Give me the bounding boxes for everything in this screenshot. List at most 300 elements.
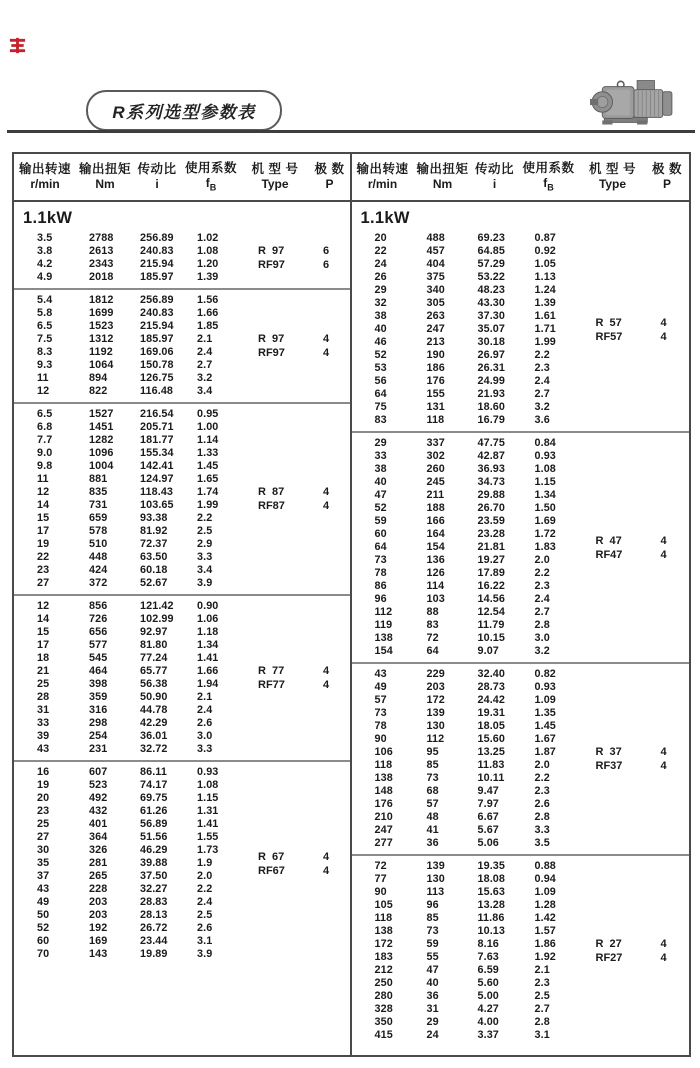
header-cn-label: 极 数: [652, 162, 682, 177]
cell-ratio: 60.18: [140, 564, 168, 576]
cell-service-factor: 1.99: [197, 499, 219, 511]
cell-service-factor: 1.33: [197, 447, 219, 459]
cell-service-factor: 1.99: [534, 336, 556, 348]
cell-output-torque: 1096: [89, 447, 114, 459]
cell-ratio: 92.97: [140, 626, 168, 638]
cell-output-speed: 59: [374, 515, 387, 527]
cell-output-torque: 464: [89, 665, 108, 677]
cell-service-factor: 1.20: [197, 258, 219, 270]
cell-output-torque: 95: [426, 746, 439, 758]
cell-output-speed: 138: [374, 632, 393, 644]
cell-ratio: 155.34: [140, 447, 174, 459]
table-row: [352, 619, 690, 632]
pole-count-value: 4: [660, 746, 667, 758]
cell-output-torque: 432: [89, 805, 108, 817]
cell-output-torque: 881: [89, 473, 108, 485]
cell-output-speed: 119: [374, 619, 393, 631]
table-row: [14, 792, 350, 805]
cell-service-factor: 2.2: [197, 512, 213, 524]
type-line: [258, 346, 352, 360]
pole-count-value: 4: [660, 534, 667, 547]
cell-output-speed: 60: [374, 528, 387, 540]
table-row: [352, 785, 690, 798]
cell-output-speed: 6.5: [37, 408, 53, 420]
cell-ratio: 240.83: [140, 245, 174, 257]
table-row: [14, 525, 350, 538]
cell-service-factor: 3.2: [197, 372, 213, 384]
header-unit-label: $f_B$: [543, 176, 554, 193]
cell-output-torque: 114: [426, 580, 445, 592]
table-row: [14, 577, 350, 590]
cell-output-torque: 57: [426, 798, 439, 810]
type-block: [596, 937, 690, 965]
cell-service-factor: 0.88: [534, 860, 556, 872]
cell-output-speed: 23: [37, 564, 50, 576]
table-row: [14, 948, 350, 961]
cell-ratio: 37.50: [140, 870, 168, 882]
table-row: [14, 359, 350, 372]
cell-output-torque: 68: [426, 785, 439, 797]
type-line: [596, 534, 690, 548]
cell-service-factor: 3.2: [534, 401, 550, 413]
model-type-label: R 57: [595, 316, 622, 329]
cell-service-factor: 1.09: [534, 694, 556, 706]
cell-ratio: 215.94: [140, 258, 174, 270]
cell-output-speed: 43: [37, 883, 50, 895]
cell-service-factor: 2.1: [197, 333, 213, 345]
table-row: [352, 720, 690, 733]
cell-output-torque: 103: [426, 593, 445, 605]
cell-output-torque: 1192: [89, 346, 113, 358]
cell-service-factor: 2.8: [534, 619, 550, 631]
pole-count-value: 4: [323, 333, 330, 345]
cell-output-torque: 112: [426, 733, 445, 745]
cell-output-torque: 47: [426, 964, 439, 976]
cell-service-factor: 1.55: [197, 831, 219, 843]
cell-service-factor: 1.08: [197, 779, 219, 791]
cell-service-factor: 0.93: [197, 766, 219, 778]
cell-output-torque: 139: [426, 707, 445, 719]
table-row: [352, 463, 690, 476]
cell-output-speed: 15: [37, 626, 50, 638]
table-row: [352, 977, 690, 990]
cell-output-torque: 139: [426, 860, 445, 872]
table-header: [14, 154, 350, 202]
cell-output-torque: 1451: [89, 421, 114, 433]
cell-ratio: 19.35: [477, 860, 506, 872]
model-type-label: R 47: [595, 534, 622, 547]
table-row: [14, 372, 350, 385]
cell-ratio: 23.59: [477, 515, 506, 527]
cell-output-speed: 12: [37, 486, 50, 498]
cell-service-factor: 1.39: [197, 271, 219, 283]
cell-output-speed: 18: [37, 652, 50, 664]
cell-ratio: 42.87: [477, 450, 506, 462]
cell-output-speed: 60: [37, 935, 50, 947]
table-row: [14, 717, 350, 730]
header-unit-label: i: [155, 177, 159, 192]
page-title: R系列选型参数表: [112, 103, 256, 122]
type-block: [258, 485, 352, 513]
cell-output-speed: 14: [37, 613, 50, 625]
cell-output-speed: 83: [374, 414, 387, 426]
cell-output-speed: 25: [37, 818, 50, 830]
cell-output-torque: 656: [89, 626, 108, 638]
type-block: [258, 664, 352, 692]
cell-output-speed: 78: [374, 720, 387, 732]
cell-output-torque: 72: [426, 632, 439, 644]
table-row: [14, 743, 350, 756]
cell-output-speed: 73: [374, 554, 387, 566]
cell-output-speed: 86: [374, 580, 387, 592]
cell-output-torque: 59: [426, 938, 439, 950]
model-type-label: R 97: [258, 245, 285, 257]
cell-output-torque: 136: [426, 554, 445, 566]
cell-output-speed: 35: [37, 857, 50, 869]
header-col-4: [242, 161, 308, 193]
type-block: [258, 850, 352, 878]
cell-output-speed: 46: [374, 336, 387, 348]
header-unit-label: Nm: [432, 177, 453, 192]
cell-ratio: 81.92: [140, 525, 168, 537]
cell-output-torque: 726: [89, 613, 108, 625]
table-row: [352, 284, 690, 297]
cell-ratio: 61.26: [140, 805, 168, 817]
cell-ratio: 47.75: [477, 437, 506, 449]
cell-service-factor: 3.3: [197, 743, 213, 755]
cell-ratio: 35.07: [477, 323, 506, 335]
cell-output-torque: 2788: [89, 232, 114, 244]
cell-output-speed: 64: [374, 541, 387, 553]
cell-output-speed: 19: [37, 779, 50, 791]
cell-output-torque: 1282: [89, 434, 114, 446]
cell-output-speed: 9.0: [37, 447, 53, 459]
cell-service-factor: 2.7: [534, 1003, 550, 1015]
cell-ratio: 86.11: [140, 766, 167, 778]
cell-output-torque: 2018: [89, 271, 114, 283]
cell-output-speed: 49: [37, 896, 50, 908]
ratio-group: [14, 228, 350, 288]
cell-service-factor: 2.0: [534, 554, 550, 566]
header-unit-label: Type: [598, 177, 627, 192]
cell-output-speed: 53: [374, 362, 387, 374]
cell-ratio: 28.83: [140, 896, 168, 908]
ratio-group: [14, 594, 350, 760]
cell-service-factor: 1.39: [534, 297, 556, 309]
header-col-2: [134, 161, 180, 193]
cell-output-speed: 96: [374, 593, 387, 605]
cell-ratio: 5.67: [477, 824, 499, 836]
cell-service-factor: 2.4: [197, 346, 213, 358]
cell-output-torque: 130: [426, 720, 445, 732]
cell-ratio: 64.85: [477, 245, 506, 257]
table-row: [14, 935, 350, 948]
table-row: [14, 421, 350, 434]
cell-output-torque: 96: [426, 899, 439, 911]
table-row: [352, 886, 690, 899]
type-block: [596, 316, 690, 344]
cell-ratio: 34.73: [477, 476, 506, 488]
table-row: [352, 401, 690, 414]
cell-ratio: 13.28: [477, 899, 506, 911]
cell-ratio: 43.30: [477, 297, 506, 309]
pole-count-value: 4: [660, 316, 667, 329]
cell-output-torque: 88: [426, 606, 439, 618]
cell-output-speed: 25: [37, 678, 50, 690]
cell-output-torque: 398: [89, 678, 108, 690]
cell-service-factor: 3.5: [534, 837, 550, 849]
header-unit-label: P: [662, 177, 671, 192]
cell-service-factor: 1.45: [534, 720, 556, 732]
table-row: [14, 408, 350, 421]
table-row: [352, 694, 690, 707]
cell-service-factor: 0.95: [197, 408, 219, 420]
cell-output-torque: 731: [89, 499, 108, 511]
cell-service-factor: 1.61: [534, 310, 556, 322]
cell-output-torque: 835: [89, 486, 108, 498]
table-row: [352, 515, 690, 528]
model-type-label: R 97: [258, 333, 285, 345]
cell-service-factor: 3.9: [197, 948, 213, 960]
table-row: [352, 232, 690, 245]
cell-output-speed: 17: [37, 639, 50, 651]
pole-count-value: 6: [323, 245, 330, 257]
cell-output-speed: 4.2: [37, 258, 53, 270]
cell-output-torque: 247: [426, 323, 445, 335]
cell-output-torque: 24: [426, 1029, 439, 1041]
header-col-2: [472, 161, 518, 193]
table-row: [14, 564, 350, 577]
header-cn-label: 输出扭矩: [416, 162, 469, 177]
cell-service-factor: 1.86: [534, 938, 556, 950]
table-row: [352, 707, 690, 720]
cell-ratio: 102.99: [140, 613, 174, 625]
cell-output-speed: 28: [37, 691, 50, 703]
cell-output-speed: 19: [37, 538, 50, 550]
cell-output-torque: 510: [89, 538, 108, 550]
table-row: [352, 271, 690, 284]
cell-service-factor: 0.92: [534, 245, 556, 257]
cell-output-torque: 188: [426, 502, 445, 514]
cell-output-torque: 492: [89, 792, 108, 804]
cell-service-factor: 2.4: [197, 704, 213, 716]
table-row: [352, 990, 690, 1003]
model-type-label: RF97: [258, 259, 285, 271]
table-row: [14, 896, 350, 909]
table-row: [14, 385, 350, 398]
cell-ratio: 26.97: [477, 349, 506, 361]
cell-service-factor: 3.9: [197, 577, 213, 589]
cell-ratio: 28.13: [140, 909, 168, 921]
table-row: [352, 837, 690, 850]
cell-ratio: 142.41: [140, 460, 174, 472]
cell-output-speed: 11: [37, 372, 49, 384]
cell-output-speed: 33: [374, 450, 387, 462]
type-line: [258, 864, 352, 878]
cell-ratio: 7.63: [477, 951, 499, 963]
header-col-0: [352, 161, 414, 193]
cell-output-speed: 105: [374, 899, 393, 911]
cell-output-torque: 118: [426, 414, 445, 426]
cell-output-speed: 7.5: [37, 333, 53, 345]
cell-ratio: 150.78: [140, 359, 174, 371]
cell-ratio: 12.54: [477, 606, 506, 618]
cell-ratio: 26.70: [477, 502, 506, 514]
model-type-label: RF67: [258, 864, 285, 877]
cell-output-speed: 40: [374, 476, 387, 488]
cell-ratio: 57.29: [477, 258, 506, 270]
cell-ratio: 10.15: [477, 632, 506, 644]
pole-count-value: 4: [323, 850, 330, 863]
header-cn-label: 极 数: [314, 162, 345, 177]
cell-ratio: 32.27: [140, 883, 168, 895]
cell-service-factor: 3.3: [534, 824, 550, 836]
cell-output-speed: 20: [374, 232, 387, 244]
cell-output-torque: 1312: [89, 333, 114, 345]
cell-output-torque: 659: [89, 512, 108, 524]
ratio-group: [14, 760, 350, 965]
cell-output-speed: 29: [374, 284, 387, 296]
cell-output-speed: 210: [374, 811, 393, 823]
cell-output-torque: 36: [426, 990, 439, 1002]
cell-output-speed: 38: [374, 463, 387, 475]
cell-output-torque: 607: [89, 766, 108, 778]
cell-output-speed: 75: [374, 401, 387, 413]
cell-output-speed: 148: [374, 785, 393, 797]
cell-service-factor: 1.74: [197, 486, 219, 498]
cell-service-factor: 1.57: [534, 925, 556, 937]
header-cn-label: 输出转速: [356, 162, 409, 177]
cell-output-speed: 30: [37, 844, 50, 856]
type-line: [596, 316, 690, 330]
cell-output-speed: 90: [374, 886, 387, 898]
table-header: [352, 154, 690, 202]
cell-service-factor: 1.13: [534, 271, 556, 283]
cell-output-torque: 213: [426, 336, 445, 348]
cell-service-factor: 1.67: [534, 733, 556, 745]
cell-output-speed: 43: [374, 668, 387, 680]
cell-output-torque: 231: [89, 743, 108, 755]
cell-output-speed: 37: [37, 870, 50, 882]
cell-output-torque: 41: [426, 824, 439, 836]
cell-service-factor: 2.3: [534, 580, 550, 592]
table-row: [352, 632, 690, 645]
pole-count-value: 4: [660, 938, 667, 950]
cell-service-factor: 1.09: [534, 886, 556, 898]
cell-ratio: 216.54: [140, 408, 174, 420]
header-cn-label: 输出扭矩: [78, 162, 131, 177]
cell-ratio: 124.97: [140, 473, 174, 485]
cell-output-speed: 26: [374, 271, 387, 283]
cell-ratio: 39.88: [140, 857, 168, 869]
cell-output-torque: 1523: [89, 320, 114, 332]
cell-ratio: 5.60: [477, 977, 499, 989]
pole-count-value: 4: [323, 486, 330, 498]
cell-output-speed: 106: [374, 746, 393, 758]
cell-ratio: 103.65: [140, 499, 174, 511]
cell-output-speed: 24: [374, 258, 387, 270]
pole-count-value: 4: [660, 330, 667, 343]
table-row: [14, 512, 350, 525]
cell-service-factor: 3.0: [197, 730, 213, 742]
cell-ratio: 14.56: [477, 593, 506, 605]
cell-output-speed: 38: [374, 310, 387, 322]
table-row: [352, 258, 690, 271]
cell-ratio: 15.60: [477, 733, 506, 745]
cell-service-factor: 1.50: [534, 502, 556, 514]
cell-output-torque: 143: [89, 948, 108, 960]
cell-output-torque: 48: [426, 811, 439, 823]
cell-ratio: 21.93: [477, 388, 506, 400]
cell-service-factor: 1.15: [534, 476, 556, 488]
cell-output-torque: 192: [89, 922, 108, 934]
cell-output-speed: 22: [374, 245, 387, 257]
cell-ratio: 19.31: [477, 707, 506, 719]
pole-count-value: 4: [323, 679, 330, 691]
cell-output-speed: 39: [37, 730, 50, 742]
header-col-5: [308, 161, 351, 193]
cell-output-torque: 40: [426, 977, 439, 989]
header-col-3: [518, 160, 580, 194]
table-right: [352, 154, 690, 1055]
cell-service-factor: 1.18: [197, 626, 219, 638]
cell-output-torque: 154: [426, 541, 445, 553]
type-line: [258, 244, 352, 258]
table-row: [352, 567, 690, 580]
cell-ratio: 19.89: [140, 948, 168, 960]
table-row: [352, 580, 690, 593]
cell-ratio: 23.44: [140, 935, 168, 947]
cell-ratio: 26.72: [140, 922, 168, 934]
header-cn-label: 机 型 号: [589, 162, 636, 177]
model-type-label: RF87: [258, 500, 285, 512]
table-row: [352, 645, 690, 658]
type-line: [596, 745, 690, 759]
table-left: [14, 154, 352, 1055]
table-row: [352, 437, 690, 450]
cell-output-speed: 52: [374, 349, 387, 361]
cell-output-torque: 375: [426, 271, 445, 283]
cell-ratio: 8.16: [477, 938, 499, 950]
cell-service-factor: 0.87: [534, 232, 556, 244]
cell-output-speed: 11: [37, 473, 49, 485]
type-line: [596, 330, 690, 344]
cell-ratio: 53.22: [477, 271, 506, 283]
table-row: [352, 489, 690, 502]
cell-output-torque: 245: [426, 476, 445, 488]
cell-output-speed: 15: [37, 512, 50, 524]
cell-ratio: 69.75: [140, 792, 168, 804]
cell-output-torque: 176: [426, 375, 445, 387]
cell-output-speed: 5.8: [37, 307, 53, 319]
table-row: [352, 593, 690, 606]
cell-output-speed: 118: [374, 759, 393, 771]
cell-output-torque: 228: [89, 883, 108, 895]
type-block: [596, 534, 690, 562]
table-row: [352, 811, 690, 824]
cell-service-factor: 1.14: [197, 434, 219, 446]
cell-output-speed: 70: [37, 948, 50, 960]
cell-ratio: 30.18: [477, 336, 506, 348]
cell-service-factor: 1.94: [197, 678, 219, 690]
cell-output-torque: 260: [426, 463, 445, 475]
cell-service-factor: 2.4: [534, 375, 550, 387]
cell-ratio: 56.38: [140, 678, 168, 690]
cell-ratio: 23.28: [477, 528, 506, 540]
cell-ratio: 11.86: [477, 912, 505, 924]
cell-output-speed: 33: [37, 717, 50, 729]
table-row: [352, 362, 690, 375]
